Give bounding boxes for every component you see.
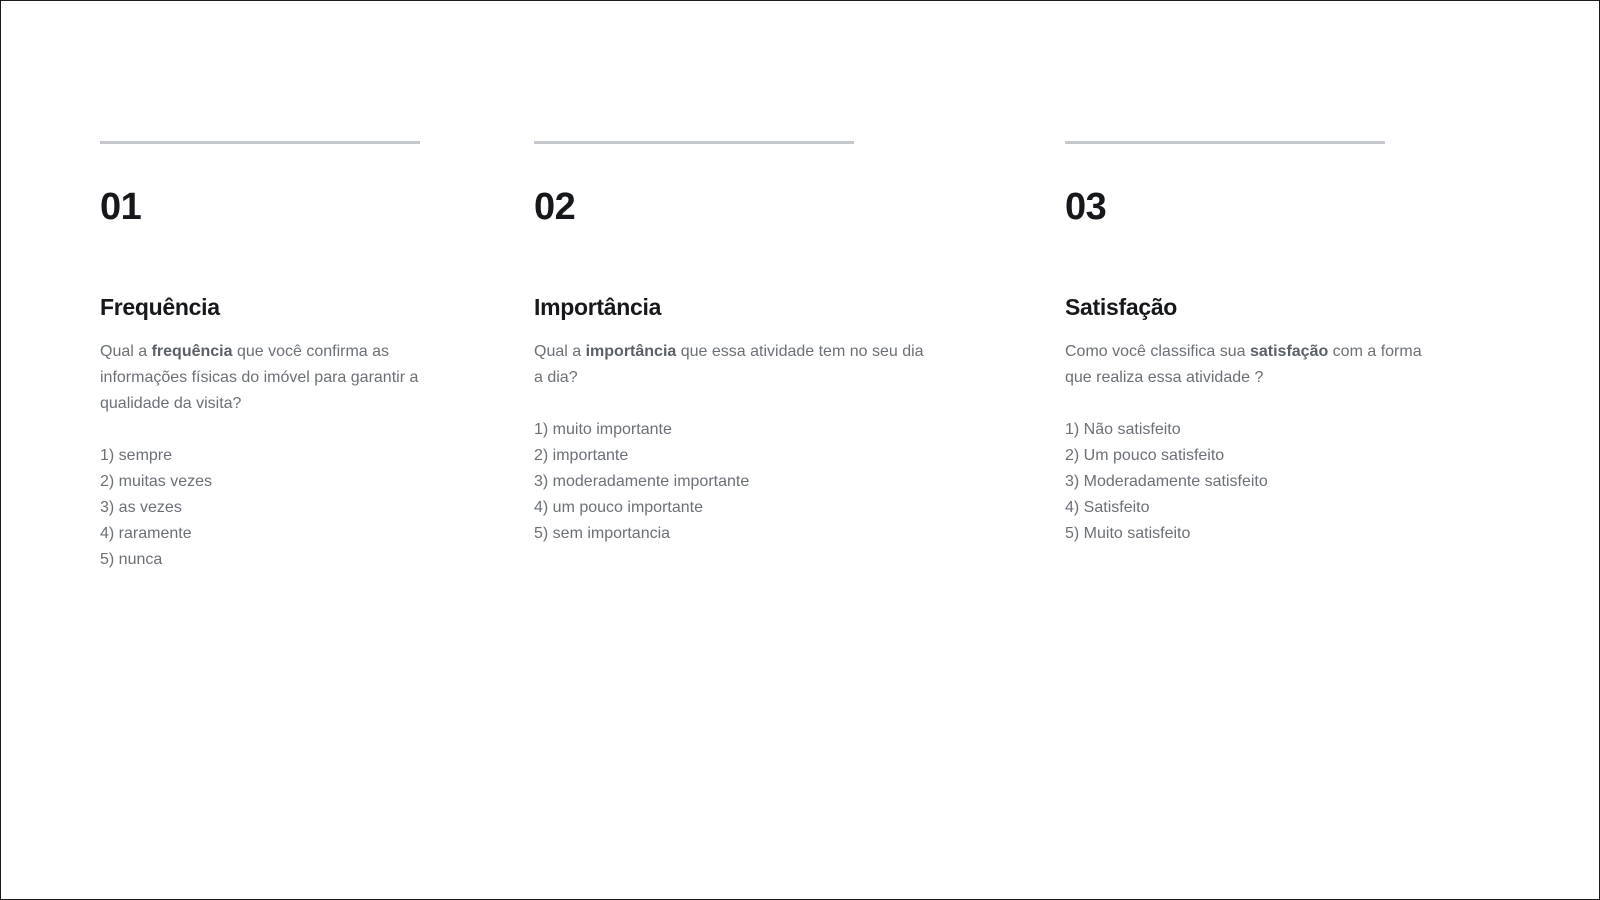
column-satisfacao: [1065, 141, 1425, 547]
column-number: 03: [1065, 186, 1107, 228]
answer-option: 1) muito importante: [534, 421, 672, 438]
question-emphasis: importância: [585, 343, 677, 360]
divider-line: [534, 141, 854, 144]
answer-option: 1) sempre: [100, 447, 173, 464]
question-text-start: Qual a: [534, 343, 586, 360]
answer-options-list: [534, 417, 924, 547]
column-frequencia: [100, 141, 460, 573]
column-title: Importância: [534, 294, 662, 320]
answer-option: 2) importante: [534, 447, 629, 464]
divider-line: [100, 141, 420, 144]
answer-option: 5) sem importancia: [534, 525, 671, 542]
column-number: 01: [100, 186, 142, 228]
question-emphasis: frequência: [151, 343, 233, 360]
answer-option: 2) muitas vezes: [100, 473, 213, 490]
answer-option: 5) Muito satisfeito: [1065, 525, 1191, 542]
answer-options-list: [100, 443, 460, 573]
question-emphasis: satisfação: [1249, 343, 1329, 360]
question-text: [534, 339, 924, 391]
answer-option: 3) as vezes: [100, 499, 182, 516]
question-text: [1065, 339, 1425, 391]
answer-option: 1) Não satisfeito: [1065, 421, 1181, 438]
answer-option: 4) raramente: [100, 525, 192, 542]
column-number: 02: [534, 186, 576, 228]
question-text-end: que você confirma as informações físicas do imóvel para garantir a qualidade da visita?: [100, 343, 419, 412]
divider-line: [1065, 141, 1385, 144]
answer-option: 5) nunca: [100, 551, 163, 568]
column-title: Frequência: [100, 294, 220, 320]
answer-option: 3) moderadamente importante: [534, 473, 750, 490]
answer-option: 4) Satisfeito: [1065, 499, 1150, 516]
answer-options-list: [1065, 417, 1425, 547]
answer-option: 4) um pouco importante: [534, 499, 703, 516]
column-importancia: [534, 141, 924, 547]
question-text-end: com a forma que realiza essa atividade ?: [1065, 343, 1422, 386]
question-text-start: Como você classifica sua: [1065, 343, 1250, 360]
question-text: [100, 339, 460, 417]
answer-option: 2) Um pouco satisfeito: [1065, 447, 1225, 464]
question-text-end: que essa atividade tem no seu dia a dia?: [534, 343, 924, 386]
column-title: Satisfação: [1065, 294, 1178, 320]
question-text-start: Qual a: [100, 343, 152, 360]
answer-option: 3) Moderadamente satisfeito: [1065, 473, 1268, 490]
